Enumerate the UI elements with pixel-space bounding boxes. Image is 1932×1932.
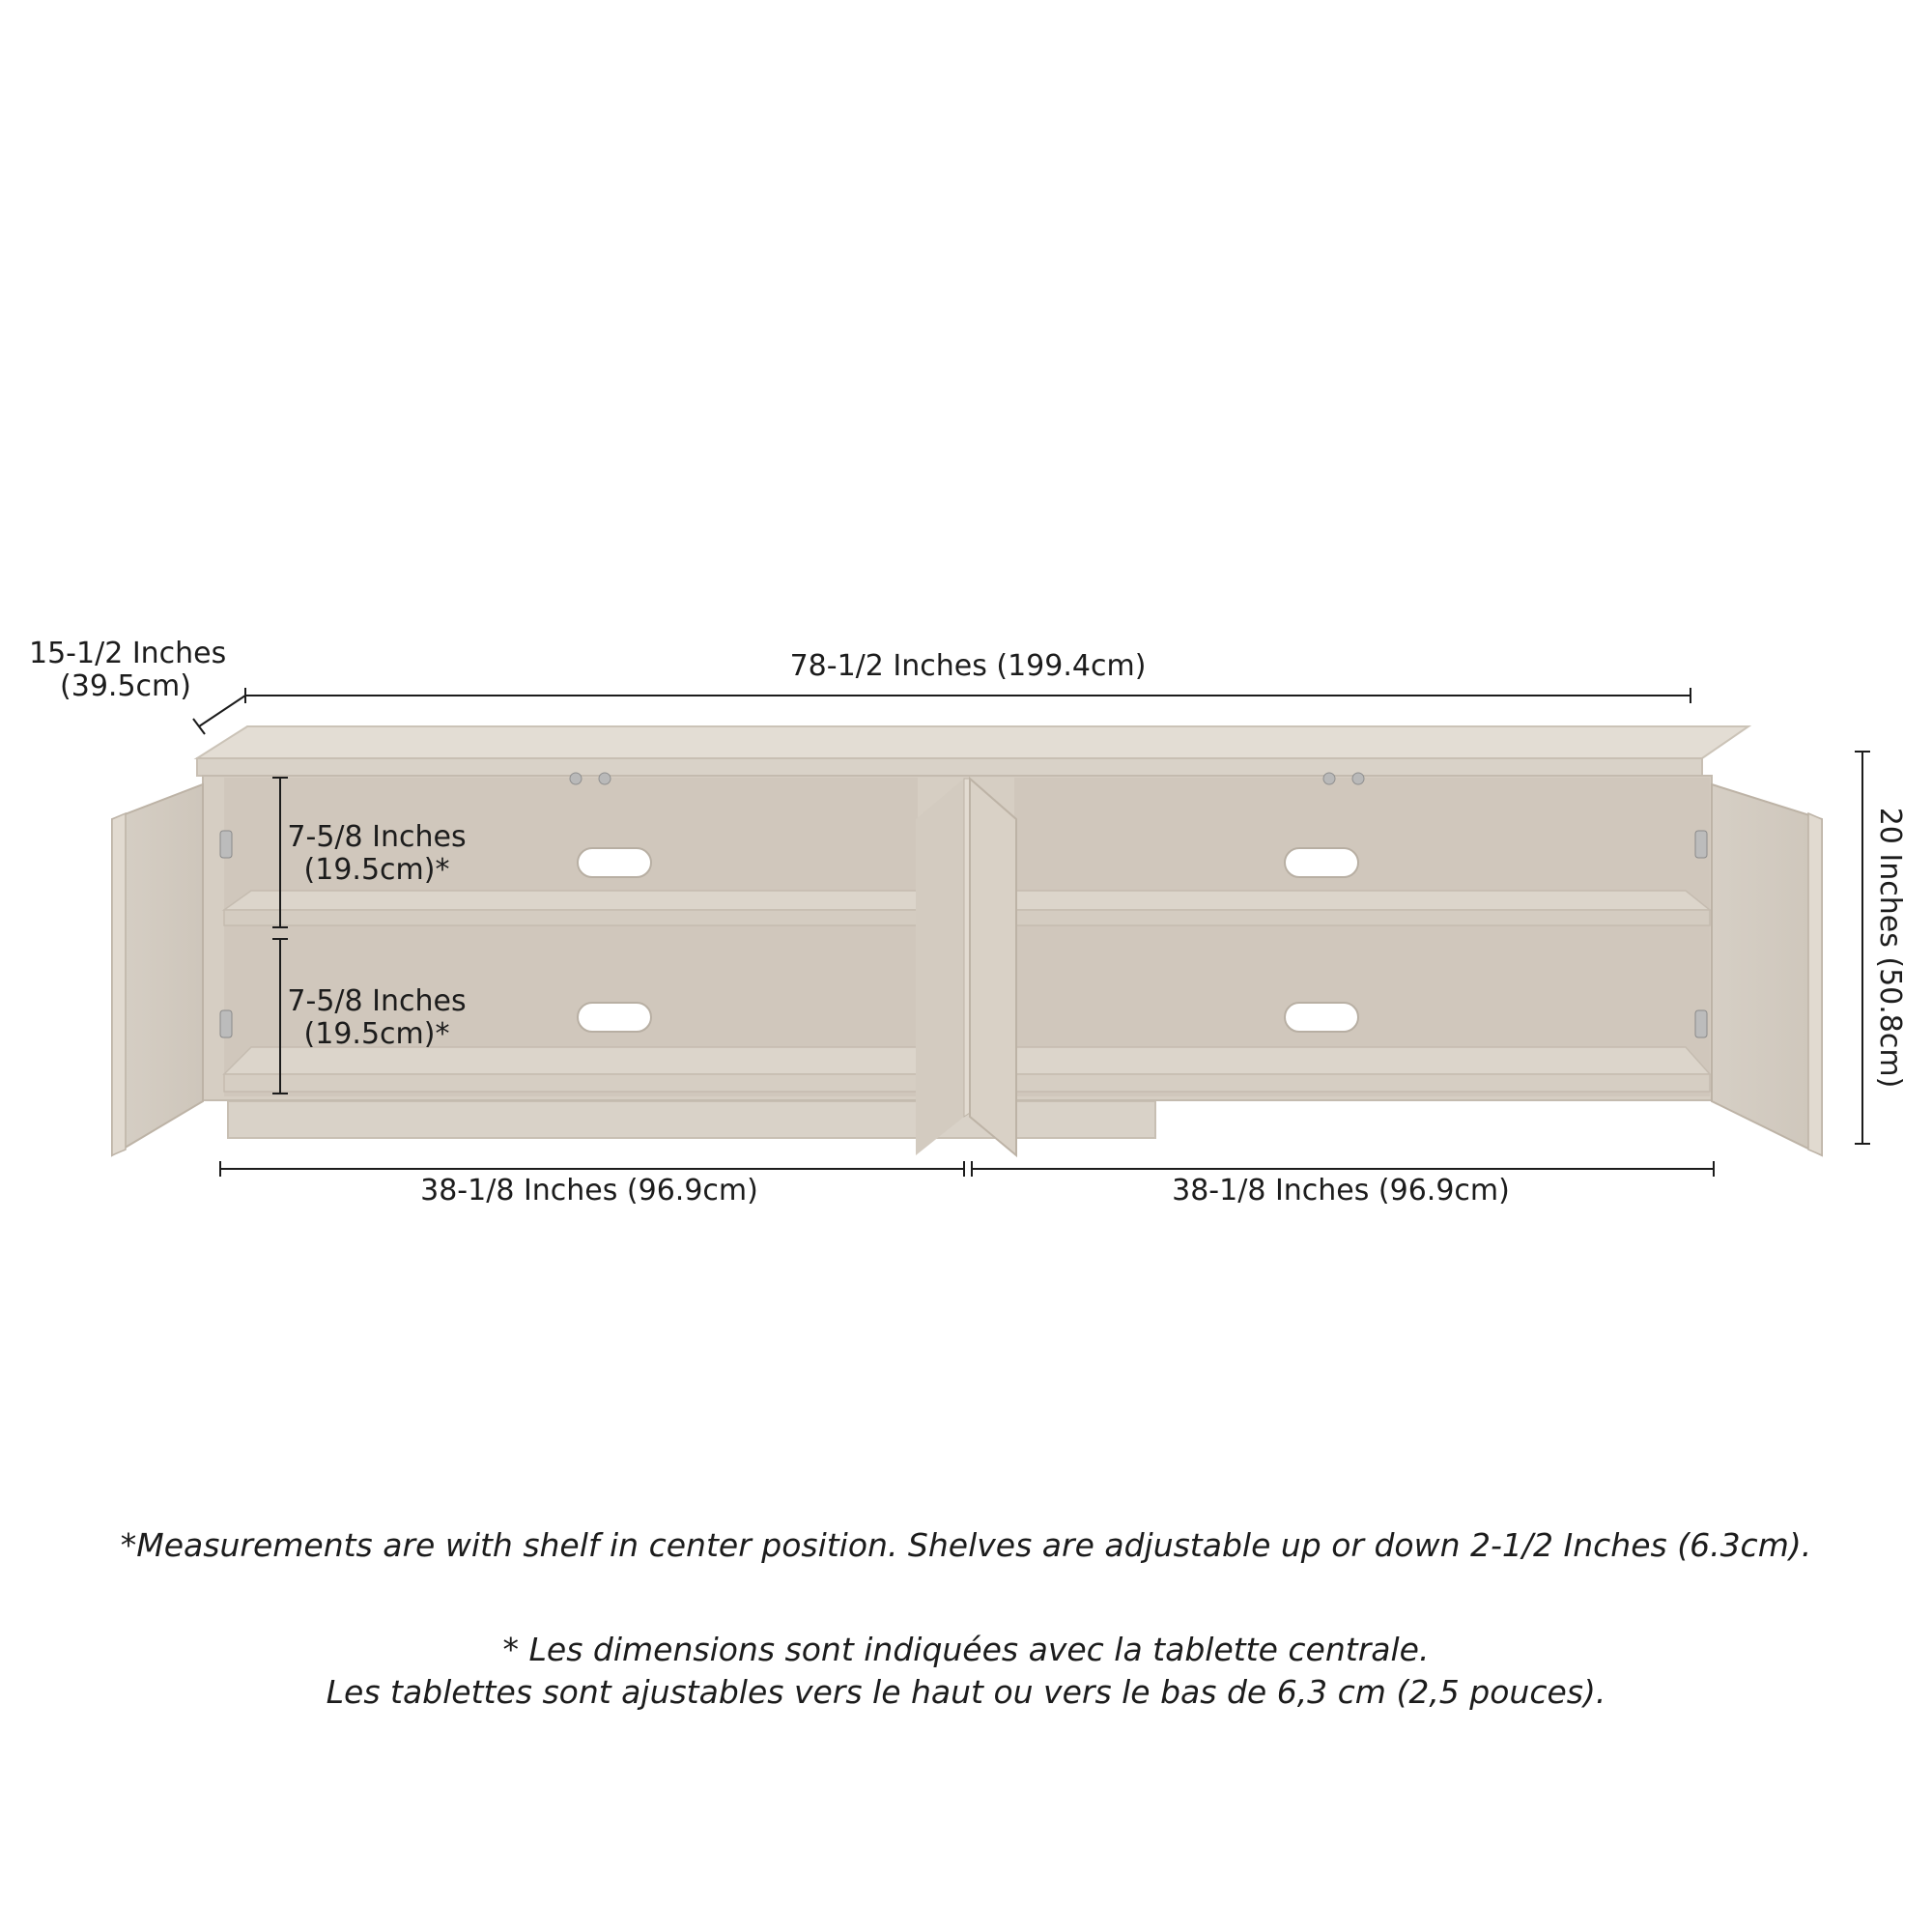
left-lower-cable-hole [578, 1003, 651, 1032]
right-bottom-shelf [1014, 1047, 1710, 1074]
lower-shelf-label-line2: (19.5cm)* [303, 1017, 450, 1051]
lower-shelf-label [280, 985, 473, 1051]
center-left-door [916, 779, 964, 1155]
center-right-door [970, 779, 1016, 1155]
right-outer-door [1712, 784, 1822, 1155]
english-footnote: *Measurements are with shelf in center position. Shelves are adjustable up or down 2-1/2 Inches (6.3cm). [120, 1526, 1812, 1564]
depth-label-line1: 15-1/2 Inches [29, 637, 227, 670]
right-upper-shelf-edge [1014, 910, 1710, 925]
right-bottom-shelf-edge [1014, 1074, 1710, 1092]
left-upper-shelf [224, 891, 918, 910]
left-upper-shelf-edge [224, 910, 918, 925]
height-label: 20 Inches (50.8cm) [1873, 807, 1907, 1089]
left-upper-cable-hole [578, 848, 651, 877]
right-outer-door-edge [1808, 813, 1822, 1155]
right-section-label: 38-1/8 Inches (96.9cm) [1172, 1174, 1510, 1208]
cabinet-top-front [197, 758, 1702, 776]
right-upper-shelf [1014, 891, 1710, 910]
upper-shelf-label [280, 821, 473, 887]
left-section-label: 38-1/8 Inches (96.9cm) [420, 1174, 758, 1208]
width-label: 78-1/2 Inches (199.4cm) [789, 649, 1147, 683]
right-lower-cable-hole [1285, 1003, 1358, 1032]
upper-shelf-label-line2: (19.5cm)* [303, 853, 450, 887]
depth-label-line2: (39.5cm) [60, 669, 191, 703]
cabinet-top [197, 726, 1748, 758]
depth-label [29, 637, 227, 703]
french-footnote-line2: Les tablettes sont ajustables vers le haut ou vers le bas de 6,3 cm (2,5 pouces). [326, 1673, 1606, 1711]
upper-shelf-label-line1: 7-5/8 Inches [287, 820, 467, 854]
left-bottom-shelf [224, 1047, 918, 1074]
left-bottom-shelf-edge [224, 1074, 918, 1092]
lower-shelf-label-line1: 7-5/8 Inches [287, 984, 467, 1018]
right-upper-cable-hole [1285, 848, 1358, 877]
french-footnote-line1: * Les dimensions sont indiquées avec la tablette centrale. [502, 1631, 1430, 1668]
left-outer-door-edge [112, 813, 126, 1155]
